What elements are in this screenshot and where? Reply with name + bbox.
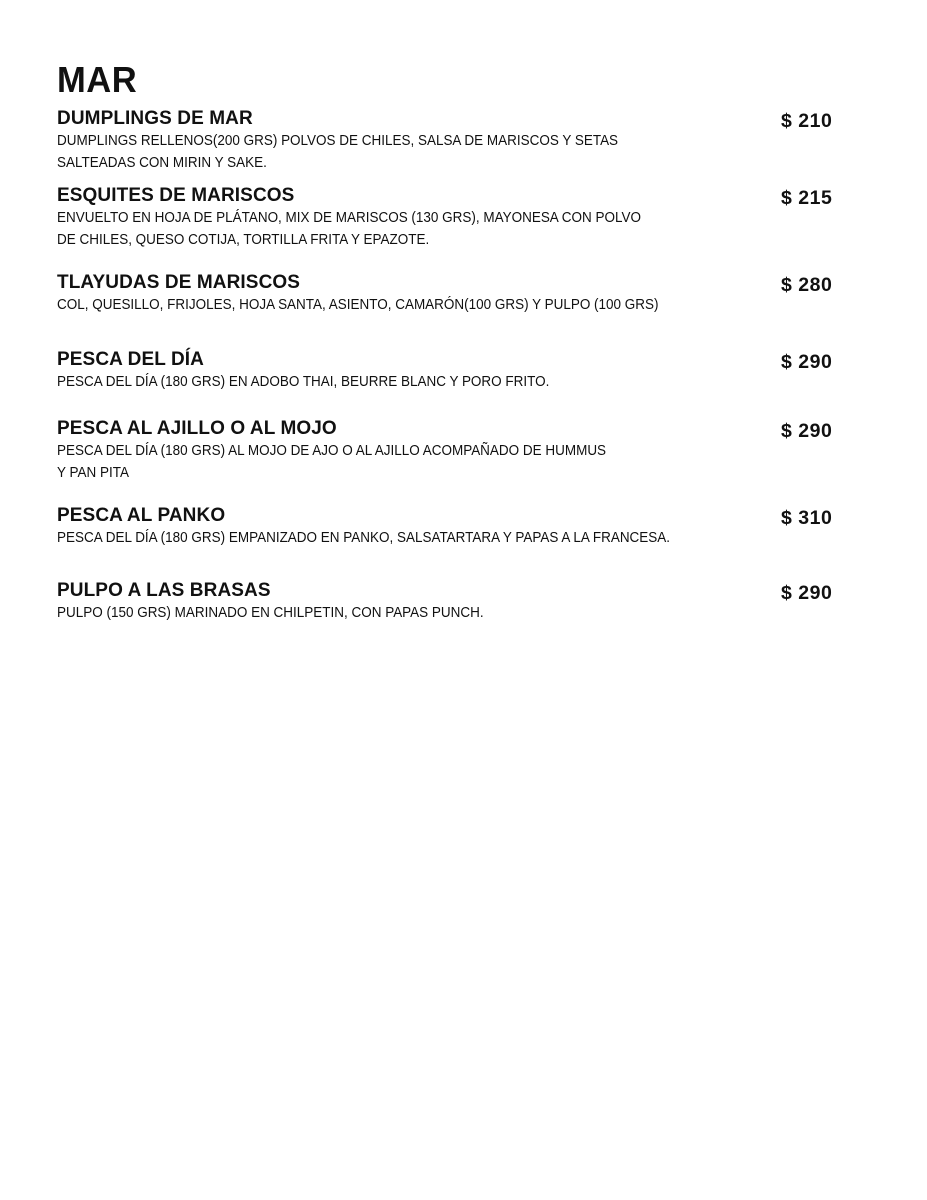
item-description [57, 440, 745, 484]
item-price: $ 290 [781, 420, 833, 442]
item-price: $ 215 [781, 187, 833, 209]
item-price: $ 210 [781, 110, 833, 132]
item-name: PESCA AL PANKO [57, 505, 226, 526]
menu-item-pesca-al-ajillo [57, 418, 847, 484]
item-description-line: COL, QUESILLO, FRIJOLES, HOJA SANTA, ASIENTO, CAMARÓN(100 GRS) Y PULPO (100 GRS) [57, 297, 659, 313]
item-description [57, 294, 745, 316]
item-description-line: DE CHILES, QUESO COTIJA, TORTILLA FRITA Y EPAZOTE. [57, 232, 430, 248]
item-description-line: PESCA DEL DÍA (180 GRS) EMPANIZADO EN PANKO, SALSATARTARA Y PAPAS A LA FRANCESA. [57, 530, 671, 546]
item-price: $ 290 [781, 582, 833, 604]
item-description-line: PULPO (150 GRS) MARINADO EN CHILPETIN, CON PAPAS PUNCH. [57, 605, 484, 621]
item-price: $ 310 [781, 507, 833, 529]
item-description-line: DUMPLINGS RELLENOS(200 GRS) POLVOS DE CHILES, SALSA DE MARISCOS Y SETAS [57, 133, 619, 149]
item-price: $ 290 [781, 351, 833, 373]
menu-item-esquites-de-mariscos [57, 185, 847, 251]
item-description [57, 207, 745, 251]
item-name: ESQUITES DE MARISCOS [57, 185, 295, 206]
menu-item-pulpo-a-las-brasas [57, 580, 847, 624]
menu-item-pesca-del-dia [57, 349, 847, 393]
item-description [57, 130, 745, 174]
item-description-line: SALTEADAS CON MIRIN Y SAKE. [57, 155, 267, 171]
item-name: PESCA AL AJILLO O AL MOJO [57, 418, 337, 439]
item-name: TLAYUDAS DE MARISCOS [57, 272, 301, 293]
item-description-line: Y PAN PITA [57, 465, 129, 481]
menu-item-dumplings-de-mar [57, 108, 847, 174]
item-description [57, 527, 745, 549]
item-description-line: ENVUELTO EN HOJA DE PLÁTANO, MIX DE MARISCOS (130 GRS), MAYONESA CON POLVO [57, 210, 641, 226]
menu-item-pesca-al-panko [57, 505, 847, 549]
item-name: PESCA DEL DÍA [57, 349, 204, 370]
item-description [57, 371, 745, 393]
item-name: PULPO A LAS BRASAS [57, 580, 271, 601]
section-title: MAR [57, 59, 138, 100]
item-price: $ 280 [781, 274, 833, 296]
item-description-line: PESCA DEL DÍA (180 GRS) AL MOJO DE AJO O AL AJILLO ACOMPAÑADO DE HUMMUS [57, 443, 607, 459]
item-description-line: PESCA DEL DÍA (180 GRS) EN ADOBO THAI, BEURRE BLANC Y PORO FRITO. [57, 374, 550, 390]
item-description [57, 602, 745, 624]
menu-item-tlayudas-de-mariscos [57, 272, 847, 316]
item-name: DUMPLINGS DE MAR [57, 108, 253, 129]
